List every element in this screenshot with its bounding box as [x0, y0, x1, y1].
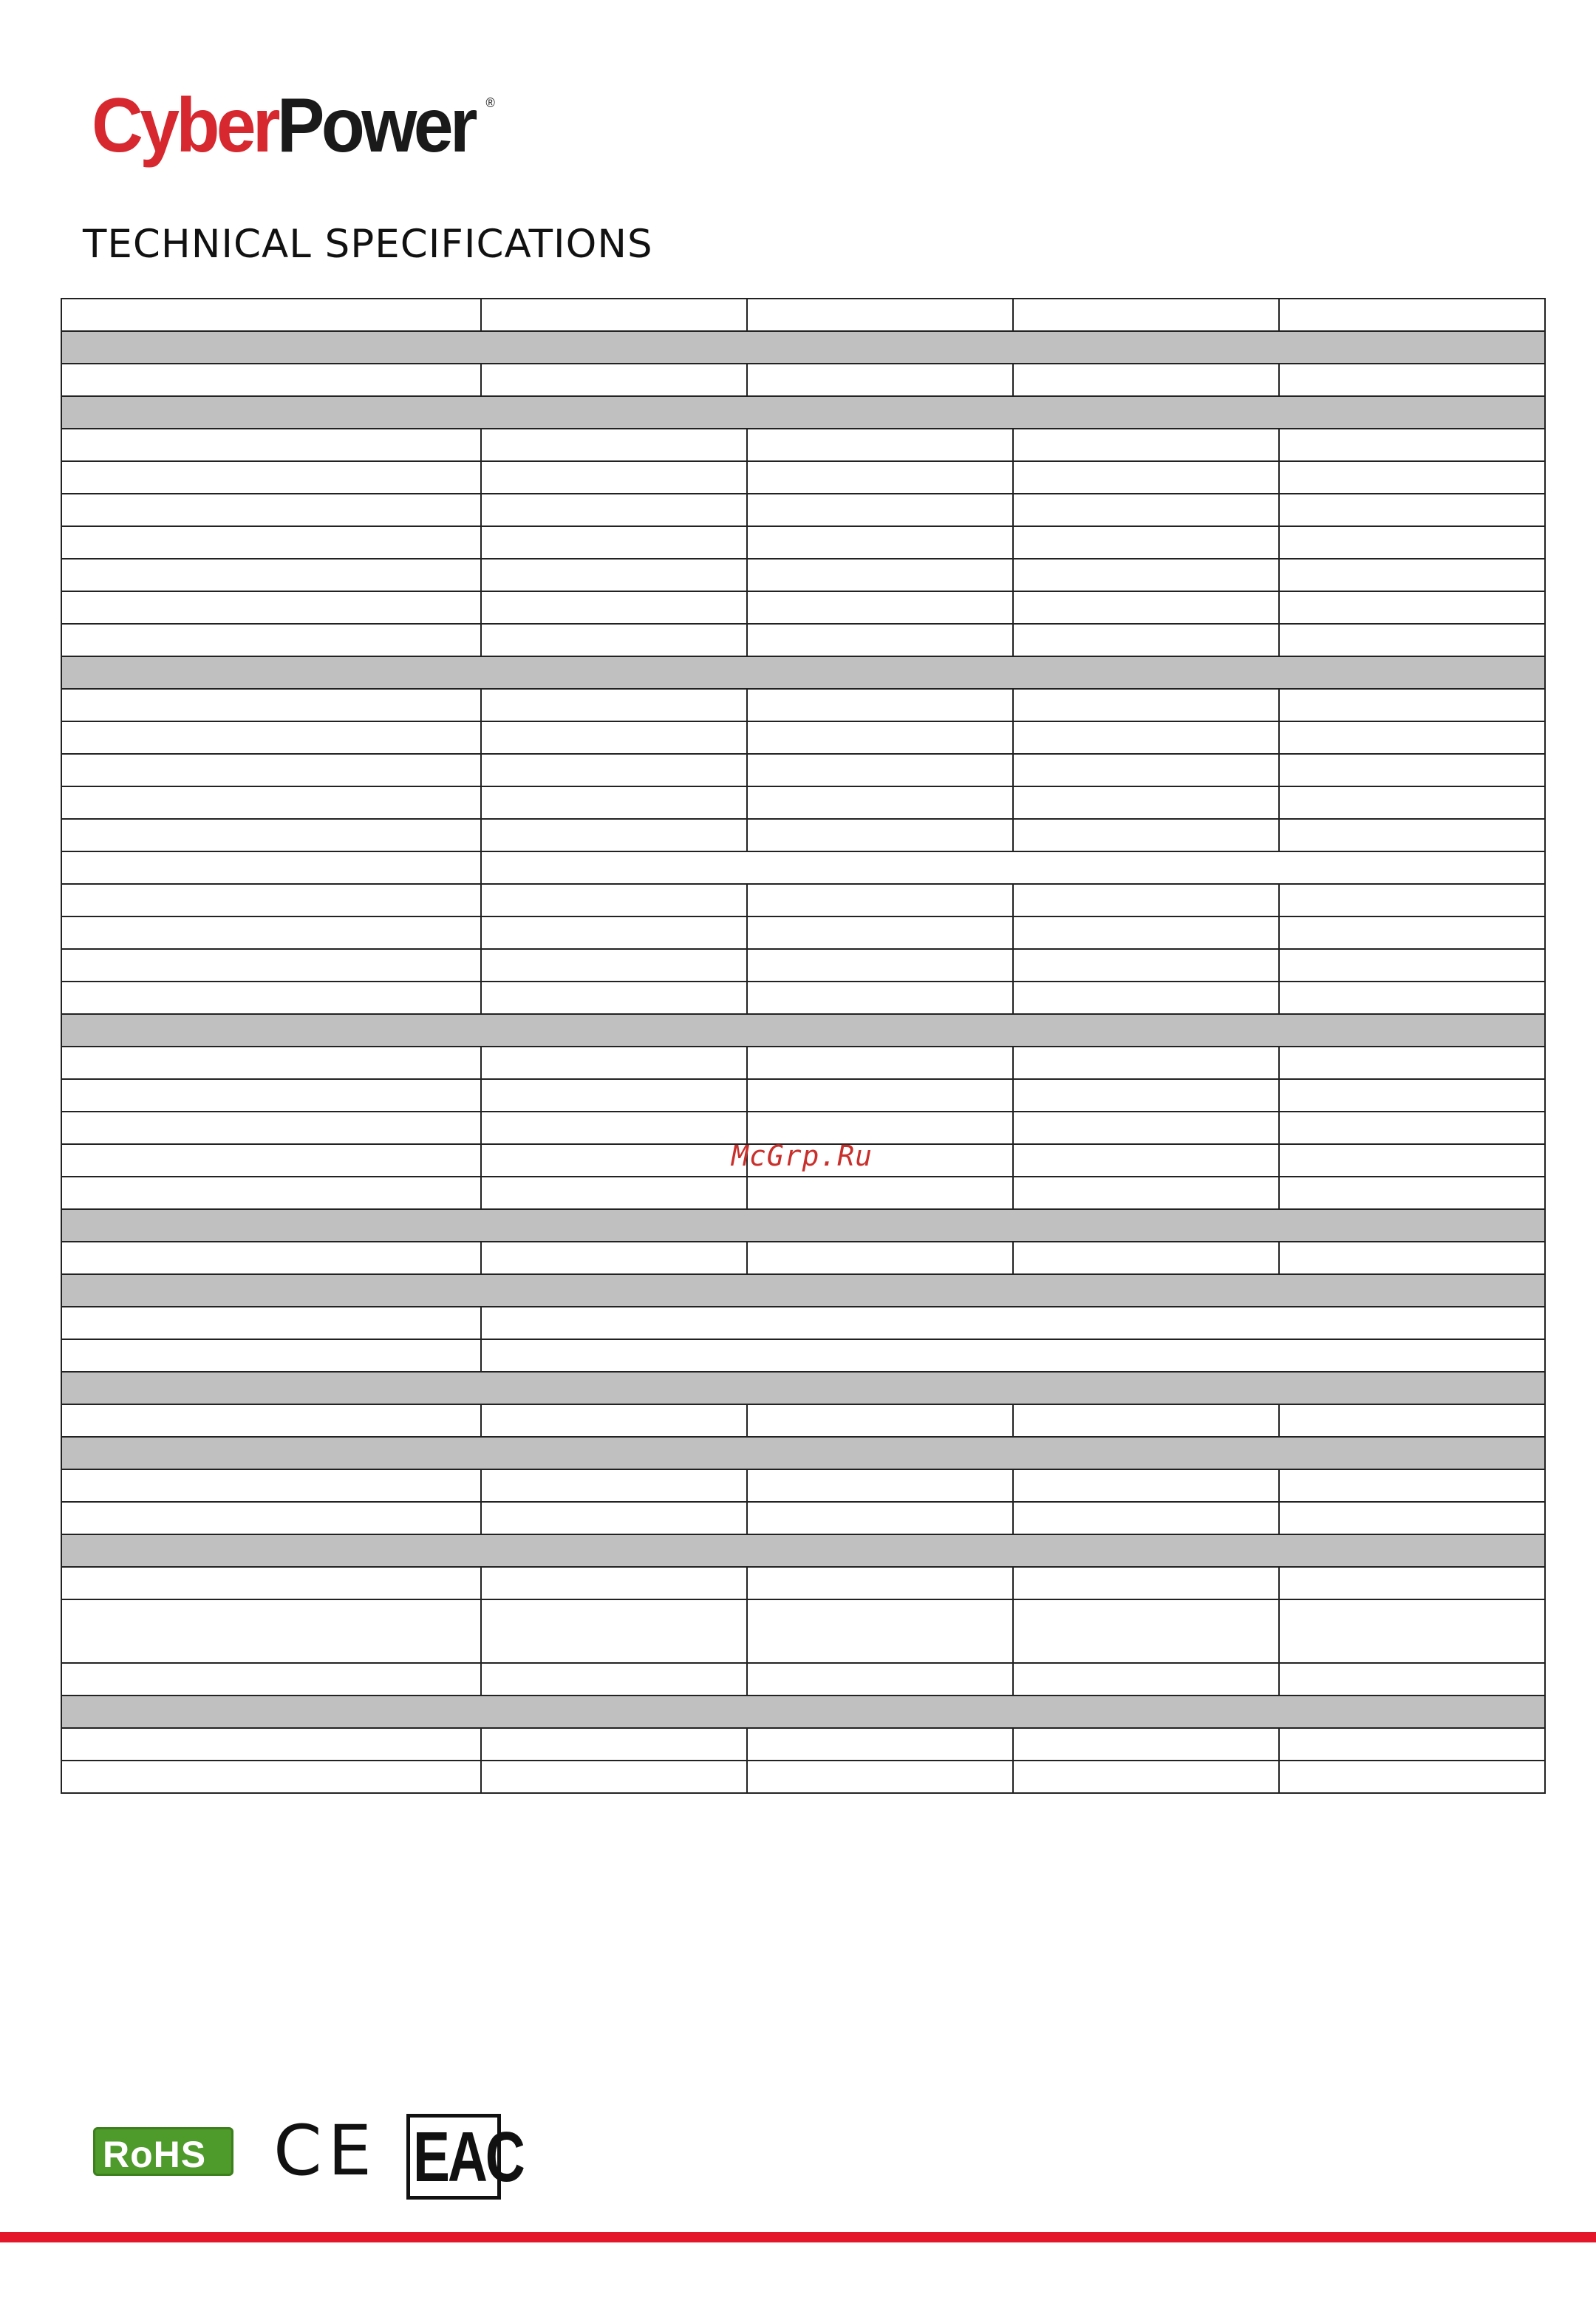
table-row [61, 1242, 1545, 1274]
section-row [61, 331, 1545, 364]
table-row [61, 1502, 1545, 1534]
eac-mark [406, 2114, 523, 2200]
table-row [61, 559, 1545, 591]
table-header-row [61, 299, 1545, 331]
table-row [61, 884, 1545, 916]
table-row [61, 1404, 1545, 1437]
table-row-merged [61, 851, 1545, 884]
registered-mark: ® [485, 95, 495, 110]
section-row [61, 1274, 1545, 1307]
page-title: TECHNICAL SPECIFICATIONS [83, 222, 653, 267]
brand-power: Power [276, 83, 474, 169]
table-row [61, 526, 1545, 559]
table-row [61, 429, 1545, 461]
table-row [61, 494, 1545, 526]
rohs-logo [93, 2127, 233, 2176]
table-row [61, 591, 1545, 624]
cyberpower-logo [92, 83, 495, 169]
table-row [61, 1567, 1545, 1599]
eac-label: EAC [413, 2118, 523, 2197]
section-row [61, 1534, 1545, 1567]
table-row [61, 819, 1545, 851]
section-row [61, 1437, 1545, 1469]
rohs-label: RoHS [103, 2134, 207, 2175]
brand-cyber: Cyber [92, 83, 277, 169]
table-row-merged [61, 1339, 1545, 1372]
table-row [61, 786, 1545, 819]
table-row [61, 1761, 1545, 1793]
spec-table [61, 298, 1546, 1794]
section-row [61, 1014, 1545, 1047]
table-row-tall [61, 1599, 1545, 1663]
section-row [61, 1696, 1545, 1728]
table-row [61, 1663, 1545, 1696]
table-row [61, 949, 1545, 982]
section-row [61, 656, 1545, 689]
watermark-text: McGrp.Ru [732, 1140, 873, 1172]
section-row [61, 1209, 1545, 1242]
table-row [61, 754, 1545, 786]
ce-mark: CE [273, 2111, 378, 2191]
table-row [61, 1047, 1545, 1079]
table-row [61, 364, 1545, 396]
table-row [61, 1079, 1545, 1112]
footer-red-bar [0, 2232, 1596, 2242]
section-row [61, 1372, 1545, 1404]
table-row [61, 461, 1545, 494]
table-row [61, 916, 1545, 949]
table-row [61, 624, 1545, 656]
section-row [61, 396, 1545, 429]
table-row-merged [61, 1307, 1545, 1339]
table-row [61, 982, 1545, 1014]
table-row [61, 1177, 1545, 1209]
table-row [61, 721, 1545, 754]
table-row [61, 1728, 1545, 1761]
table-row [61, 1469, 1545, 1502]
table-row [61, 689, 1545, 721]
